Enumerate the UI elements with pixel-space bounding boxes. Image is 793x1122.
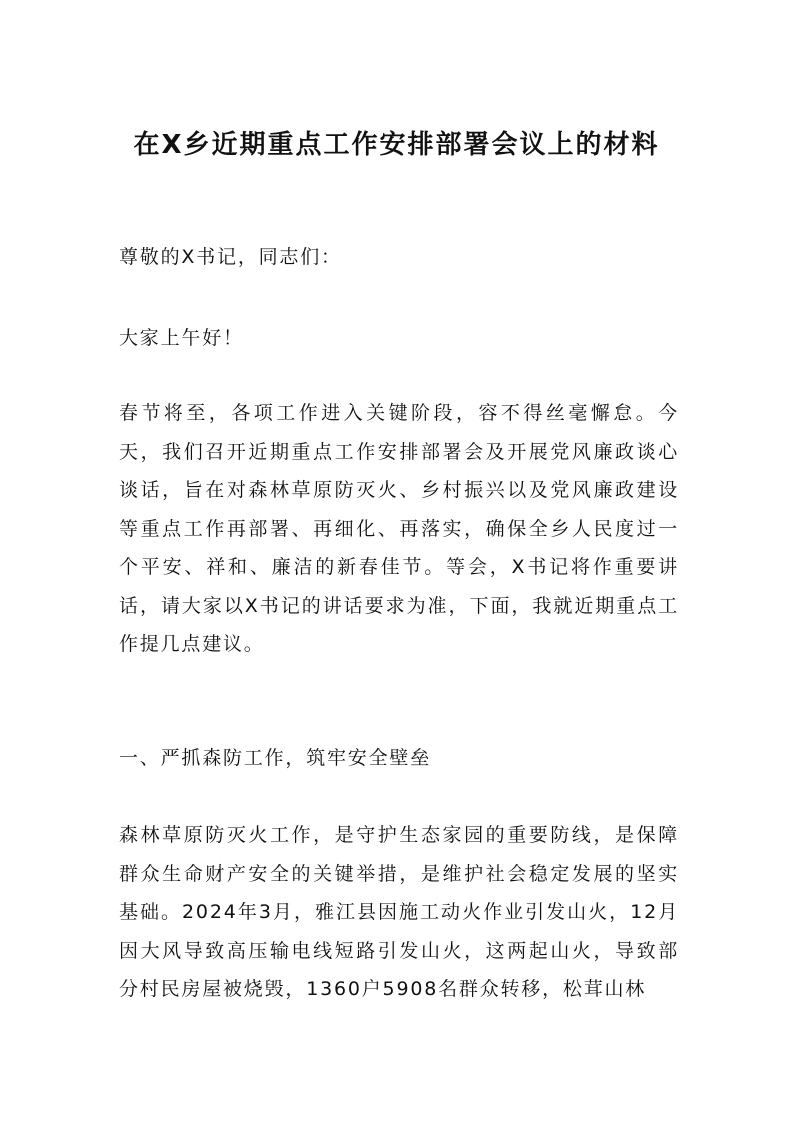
document-title: 在X乡近期重点工作安排部署会议上的材料	[133, 130, 660, 160]
salutation-paragraph: 尊敬的X书记，同志们：	[119, 246, 342, 268]
intro-paragraph: 春节将至，各项工作进入关键阶段，容不得丝毫懈怠。今天，我们召开近期重点工作安排部署会及开展党风廉政谈心谈话，旨在对森林草原防灭火、乡村振兴以及党风廉政建设等重点工作再部署、再细化、再落实，确保全乡人民度过一个平安、祥和、廉洁的新春佳节。等会，X书记将作重要讲话，请大家以X书记的讲话要求为准，下面，我就近期重点工作提几点建议。	[119, 402, 679, 655]
section-heading-1: 一、严抓森防工作，筑牢安全壁垒	[119, 747, 432, 769]
greeting-paragraph: 大家上午好！	[119, 327, 244, 349]
section-1-body-paragraph: 森林草原防灭火工作，是守护生态家园的重要防线，是保障群众生命财产安全的关键举措，是维护社会稳定发展的坚实基础。2024年3月，雅江县因施工动火作业引发山火，12月因大风导致高压输电线短路引发山火，这两起山火，导致部分村民房屋被烧毁，1360户5908名群众转移，松茸山林	[119, 824, 679, 1000]
